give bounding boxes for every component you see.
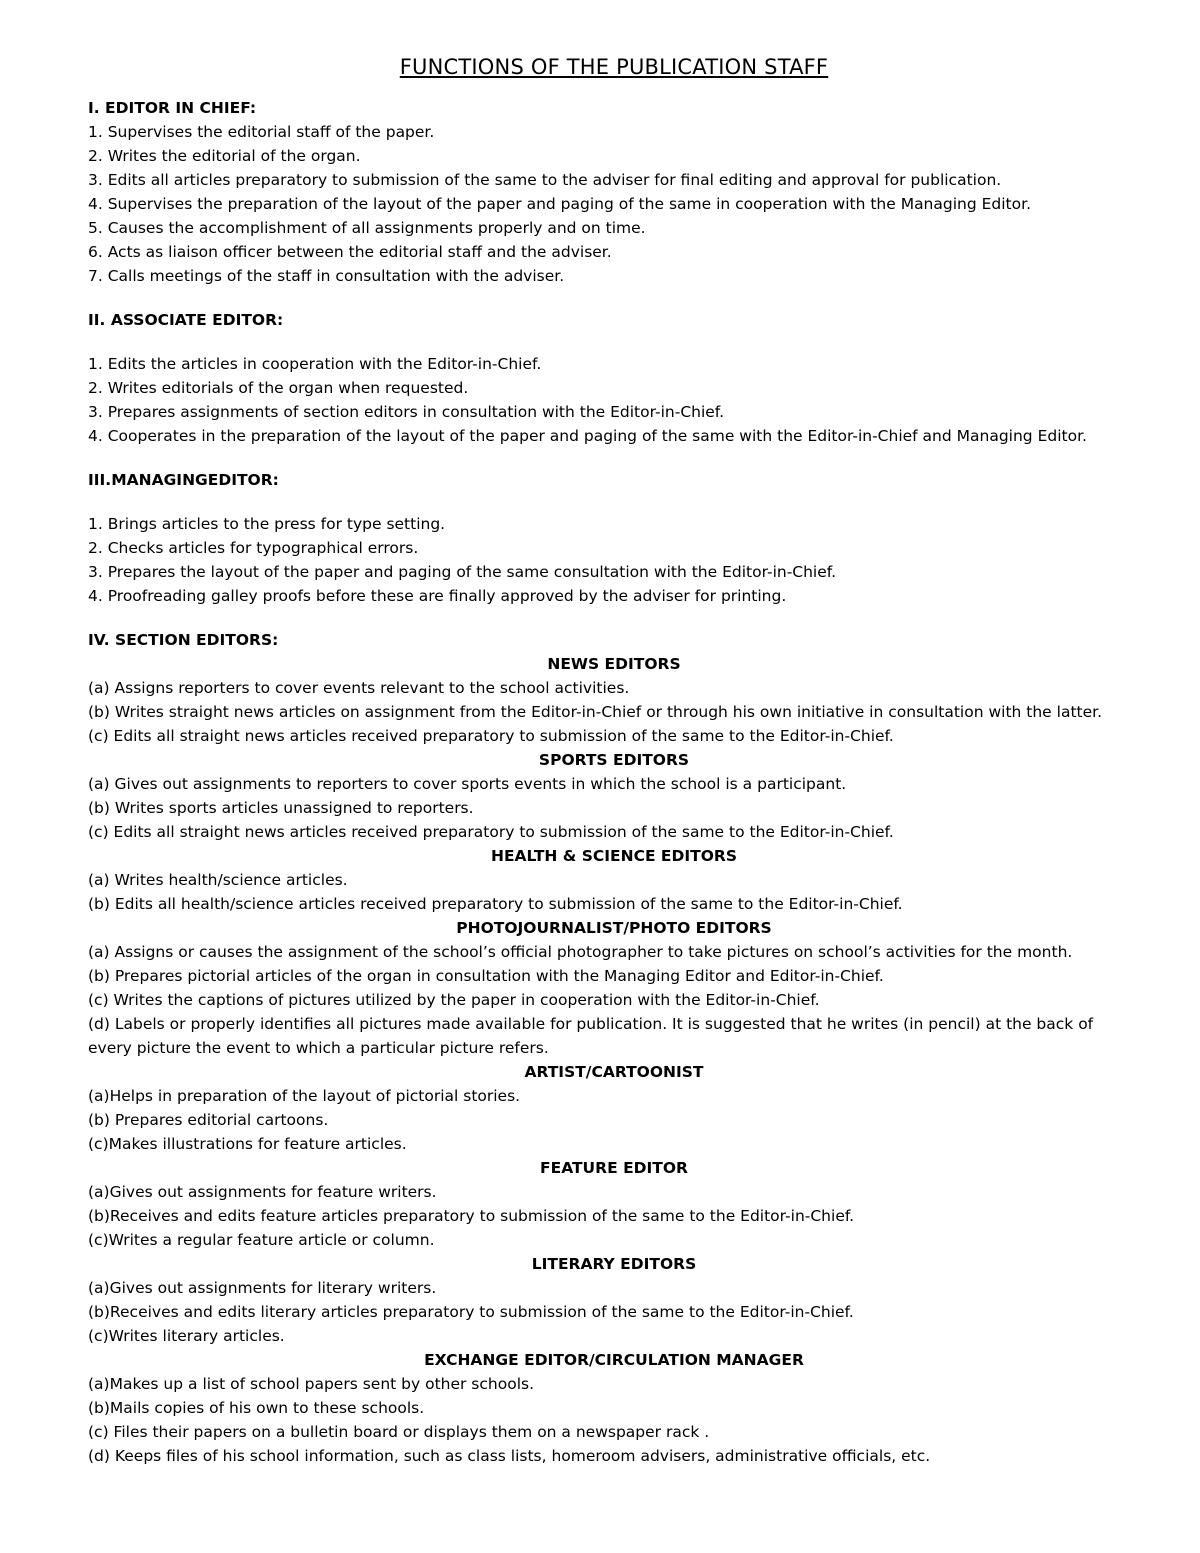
list-item: 1. Edits the articles in cooperation with the Editor-in-Chief. — [88, 355, 542, 373]
list-item: 3. Edits all articles preparatory to submission of the same to the adviser for final editing and approval for publication. — [88, 171, 1002, 189]
list-item: (a)Gives out assignments for literary writers. — [88, 1279, 437, 1297]
page-title: FUNCTIONS OF THE PUBLICATION STAFF — [399, 55, 829, 79]
list-item: 3. Prepares assignments of section editors in consultation with the Editor-in-Chief. — [88, 403, 725, 421]
list-item: (b) Writes sports articles unassigned to reporters. — [88, 799, 474, 817]
list-item: 2. Writes the editorial of the organ. — [88, 147, 361, 165]
list-item: (b) Edits all health/science articles received preparatory to submission of the same to the Editor-in-Chief. — [88, 895, 903, 913]
list-item: (c)Makes illustrations for feature articles. — [88, 1135, 407, 1153]
list-item: 4. Cooperates in the preparation of the layout of the paper and paging of the same with the Editor-in-Chief and Managing Editor. — [88, 427, 1087, 445]
subsection-heading-news: NEWS EDITORS — [547, 655, 681, 673]
section-heading: I. EDITOR IN CHIEF: — [88, 99, 257, 117]
subsection-heading-sports: SPORTS EDITORS — [538, 751, 690, 769]
subsection-heading-artist: ARTIST/CARTOONIST — [524, 1063, 704, 1081]
list-item: (a) Assigns or causes the assignment of the school’s official photographer to take pictures on school’s activities for the month. — [88, 943, 1073, 961]
list-item: (b)Receives and edits literary articles preparatory to submission of the same to the Editor-in-Chief. — [88, 1303, 854, 1321]
list-item: 5. Causes the accomplishment of all assignments properly and on time. — [88, 219, 646, 237]
list-item: (c) Edits all straight news articles received preparatory to submission of the same to the Editor-in-Chief. — [88, 823, 894, 841]
section-heading: III.MANAGINGEDITOR: — [88, 471, 279, 489]
section-heading: II. ASSOCIATE EDITOR: — [88, 311, 284, 329]
list-item: 4. Proofreading galley proofs before these are finally approved by the adviser for printing. — [88, 587, 787, 605]
list-item: 4. Supervises the preparation of the layout of the paper and paging of the same in cooperation with the Managing Editor. — [88, 195, 1031, 213]
subsection-heading-literary: LITERARY EDITORS — [531, 1255, 697, 1273]
list-item: (b) Writes straight news articles on assignment from the Editor-in-Chief or through his own initiative in consultation with the latter. — [88, 703, 1103, 721]
subsection-heading-exchange: EXCHANGE EDITOR/CIRCULATION MANAGER — [424, 1351, 804, 1369]
subsection-heading-health-science: HEALTH & SCIENCE EDITORS — [490, 847, 738, 865]
list-item: (c) Files their papers on a bulletin board or displays them on a newspaper rack . — [88, 1423, 710, 1441]
section-managing-editor — [88, 468, 1140, 608]
section-section-editors — [88, 628, 1140, 1468]
list-item: (b)Mails copies of his own to these schools. — [88, 1399, 425, 1417]
list-item: (d) Keeps files of his school information, such as class lists, homeroom advisers, administrative officials, etc. — [88, 1447, 931, 1465]
list-item: (b)Receives and edits feature articles preparatory to submission of the same to the Editor-in-Chief. — [88, 1207, 855, 1225]
list-item: 3. Prepares the layout of the paper and paging of the same consultation with the Editor-in-Chief. — [88, 563, 837, 581]
list-item: 2. Checks articles for typographical errors. — [88, 539, 419, 557]
section-heading: IV. SECTION EDITORS: — [88, 631, 279, 649]
list-item: 1. Brings articles to the press for type setting. — [88, 515, 446, 533]
list-item: (c) Edits all straight news articles received preparatory to submission of the same to the Editor-in-Chief. — [88, 727, 894, 745]
list-item: 6. Acts as liaison officer between the editorial staff and the adviser. — [88, 243, 612, 261]
section-associate-editor — [88, 308, 1140, 448]
list-item: (b) Prepares pictorial articles of the organ in consultation with the Managing Editor and Editor-in-Chief. — [88, 967, 884, 985]
list-item: (d) Labels or properly identifies all pictures made available for publication. It is suggested that he writes (in pencil) at the back of every picture the event to which a particular picture refers. — [88, 1015, 1094, 1057]
list-item: (a) Writes health/science articles. — [88, 871, 348, 889]
list-item: (c) Writes the captions of pictures utilized by the paper in cooperation with the Editor-in-Chief. — [88, 991, 820, 1009]
list-item: (c)Writes a regular feature article or column. — [88, 1231, 435, 1249]
list-item: (a) Gives out assignments to reporters to cover sports events in which the school is a participant. — [88, 775, 847, 793]
list-item: (a)Helps in preparation of the layout of pictorial stories. — [88, 1087, 521, 1105]
subsection-heading-photo: PHOTOJOURNALIST/PHOTO EDITORS — [456, 919, 772, 937]
list-item: (a)Makes up a list of school papers sent by other schools. — [88, 1375, 535, 1393]
list-item: (c)Writes literary articles. — [88, 1327, 285, 1345]
list-item: (b) Prepares editorial cartoons. — [88, 1111, 329, 1129]
list-item: 1. Supervises the editorial staff of the paper. — [88, 123, 435, 141]
subsection-heading-feature: FEATURE EDITOR — [540, 1159, 688, 1177]
section-editor-in-chief — [88, 96, 1140, 288]
list-item: (a) Assigns reporters to cover events relevant to the school activities. — [88, 679, 630, 697]
list-item: (a)Gives out assignments for feature writers. — [88, 1183, 437, 1201]
list-item: 2. Writes editorials of the organ when requested. — [88, 379, 469, 397]
list-item: 7. Calls meetings of the staff in consultation with the adviser. — [88, 267, 565, 285]
